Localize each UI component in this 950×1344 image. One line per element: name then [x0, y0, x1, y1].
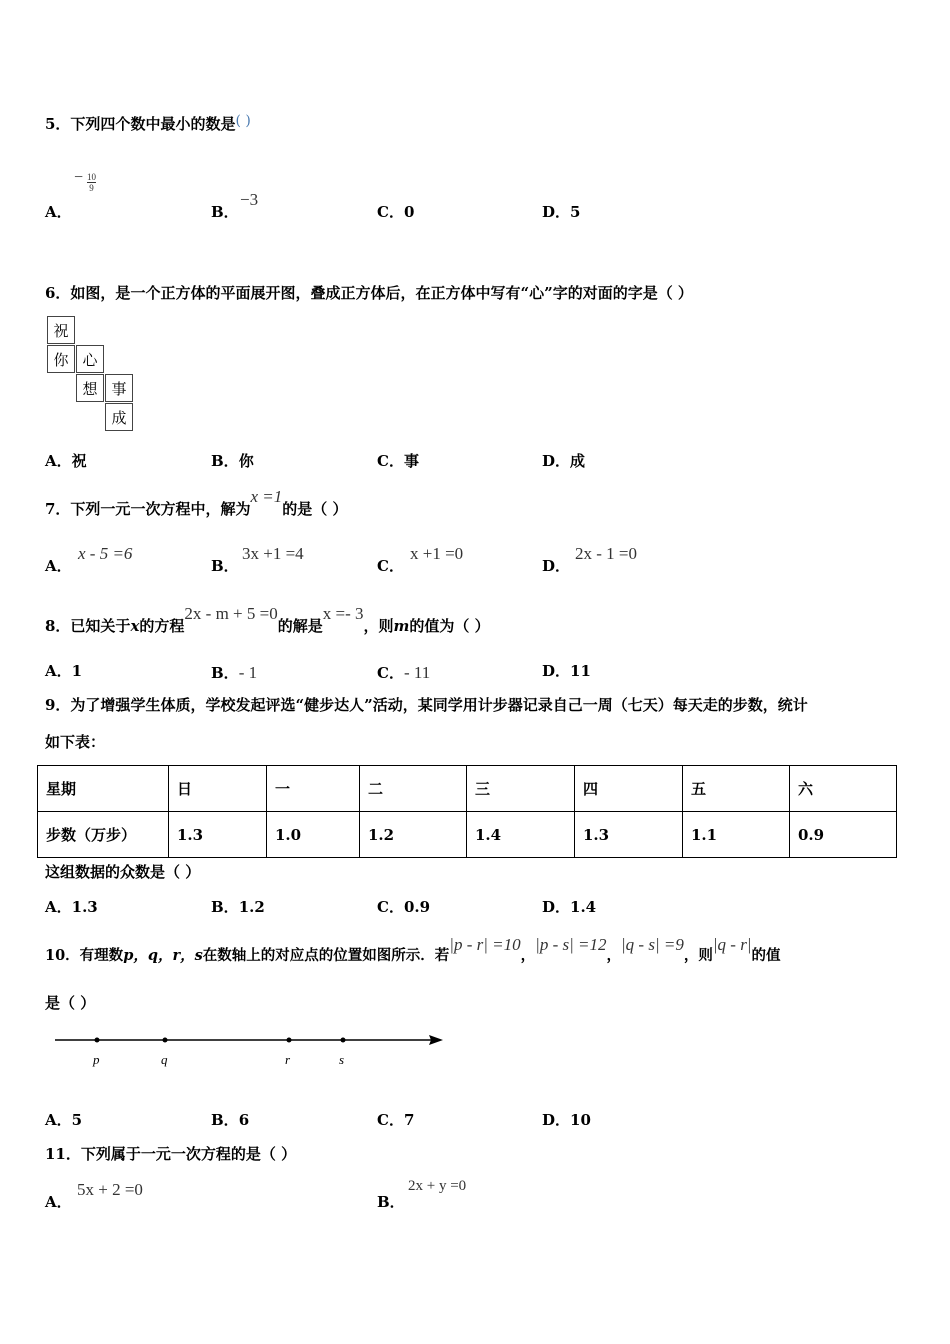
q7-option-c-value: x +1 =0 — [410, 544, 464, 563]
table-cell: 一 — [267, 766, 360, 812]
q10-option-c[interactable]: C．7 — [377, 1111, 415, 1129]
q7-option-c[interactable]: C． — [377, 557, 404, 575]
q10-option-a[interactable]: A．5 — [45, 1111, 83, 1129]
table-cell: 1.3 — [575, 812, 683, 858]
q7-stem: 7．下列一元一次方程中，解为x =1的是（ ） — [45, 487, 348, 518]
q9-option-a[interactable]: A．1.3 — [45, 898, 98, 916]
point-q-label: q — [161, 1052, 168, 1067]
table-cell: 步数（万步） — [38, 812, 169, 858]
table-cell: 1.0 — [267, 812, 360, 858]
q7-option-b-value: 3x +1 =4 — [242, 544, 304, 563]
number-line — [55, 1030, 445, 1070]
point-r-dot — [287, 1038, 292, 1043]
q7-option-b[interactable]: B． — [211, 557, 239, 575]
table-cell: 1.2 — [360, 812, 467, 858]
q10-stem-line2: 是（ ） — [45, 994, 96, 1012]
table-cell: 1.4 — [467, 812, 575, 858]
point-p-label: p — [93, 1052, 100, 1067]
q9-option-d[interactable]: D．1.4 — [542, 898, 597, 916]
q7-option-a[interactable]: A． — [45, 557, 72, 575]
q8-option-a[interactable]: A．1 — [45, 662, 83, 680]
table-cell: 日 — [169, 766, 267, 812]
q5-option-b[interactable]: B． — [211, 203, 239, 221]
table-cell: 五 — [683, 766, 790, 812]
table-cell: 1.3 — [169, 812, 267, 858]
q9-question: 这组数据的众数是（ ） — [45, 863, 201, 881]
table-row — [38, 812, 897, 858]
q8-solution: x =- 3 — [322, 604, 364, 623]
q6-option-a[interactable]: A．祝 — [45, 452, 87, 470]
net-cell-6: 成 — [105, 403, 133, 431]
q5-paren: ( ) — [235, 113, 251, 129]
steps-table — [37, 765, 897, 858]
q8-stem: 8．已知关于x的方程2x - m + 5 =0的解是x =- 3，则m的值为（ ） — [45, 604, 490, 635]
q10-option-b[interactable]: B．6 — [211, 1111, 250, 1129]
q10-cond2: |p - s| =12 — [535, 935, 607, 954]
q10-cond3: |q - s| =9 — [621, 935, 684, 954]
q10-stem: 10．有理数p，q，r，s在数轴上的对应点的位置如图所示．若|p - r| =10，|p - s| =12，|q - s| =9，则|q - r|的值 — [45, 935, 781, 964]
table-cell: 星期 — [38, 766, 169, 812]
point-s-label: s — [339, 1052, 345, 1067]
q9-stem-line2: 如下表： — [45, 733, 106, 751]
table-cell: 二 — [360, 766, 467, 812]
q11-option-b-value: 2x + y =0 — [408, 1178, 467, 1194]
point-q-dot — [163, 1038, 168, 1043]
q7-condition: x =1 — [250, 487, 283, 506]
q5-option-a-value: − $\frac{10}{9}$ — [74, 169, 97, 193]
table-cell: 四 — [575, 766, 683, 812]
q8-option-c[interactable]: C．- 11 — [377, 663, 431, 682]
q9-option-b[interactable]: B．1.2 — [211, 898, 265, 916]
point-r-label: r — [285, 1052, 291, 1067]
q7-option-a-value: x - 5 =6 — [78, 544, 133, 563]
q10-cond1: |p - r| =10 — [449, 935, 521, 954]
q8-option-d[interactable]: D．11 — [542, 662, 591, 680]
q9-stem-line1: 9．为了增强学生体质，学校发起评选“健步达人”活动，某同学用计步器记录自己一周（七天）每天走的步数，统计 — [45, 696, 808, 714]
q6-option-d[interactable]: D．成 — [542, 452, 586, 470]
table-header-row — [38, 766, 897, 812]
q10-target: |q - r| — [712, 935, 752, 954]
q11-option-b[interactable]: B． — [377, 1193, 405, 1211]
q8-option-b[interactable]: B．- 1 — [211, 663, 258, 682]
q5-stem: 5．下列四个数中最小的数是( ) — [45, 113, 251, 133]
q9-option-c[interactable]: C．0.9 — [377, 898, 431, 916]
table-cell: 六 — [790, 766, 897, 812]
cube-net-figure — [45, 314, 135, 432]
table-cell: 0.9 — [790, 812, 897, 858]
q5-option-a[interactable]: A． — [45, 203, 72, 221]
q6-stem: 6．如图，是一个正方体的平面展开图，叠成正方体后，在正方体中写有“心”字的对面的字是（ ） — [45, 284, 693, 302]
q10-option-d[interactable]: D．10 — [542, 1111, 591, 1129]
net-cell-2: 你 — [47, 345, 75, 373]
table-cell: 三 — [467, 766, 575, 812]
q5-option-d[interactable]: D．5 — [542, 203, 581, 221]
q11-option-a[interactable]: A． — [45, 1193, 72, 1211]
q6-option-b[interactable]: B．你 — [211, 452, 254, 470]
q5-option-c[interactable]: C．0 — [377, 203, 415, 221]
number-line-arrow — [429, 1035, 443, 1045]
q8-equation: 2x - m + 5 =0 — [184, 604, 278, 623]
q6-option-c[interactable]: C．事 — [377, 452, 419, 470]
q5-option-b-value: −3 — [240, 190, 259, 209]
net-cell-4: 想 — [76, 374, 104, 402]
table-cell: 1.1 — [683, 812, 790, 858]
point-s-dot — [341, 1038, 346, 1043]
q11-stem: 11．下列属于一元一次方程的是（ ） — [45, 1145, 297, 1163]
q11-option-a-value: 5x + 2 =0 — [77, 1180, 143, 1199]
net-cell-1: 祝 — [47, 316, 75, 344]
net-cell-3: 心 — [76, 345, 104, 373]
net-cell-5: 事 — [105, 374, 133, 402]
point-p-dot — [95, 1038, 100, 1043]
q7-option-d[interactable]: D． — [542, 557, 571, 575]
q7-option-d-value: 2x - 1 =0 — [575, 544, 637, 563]
